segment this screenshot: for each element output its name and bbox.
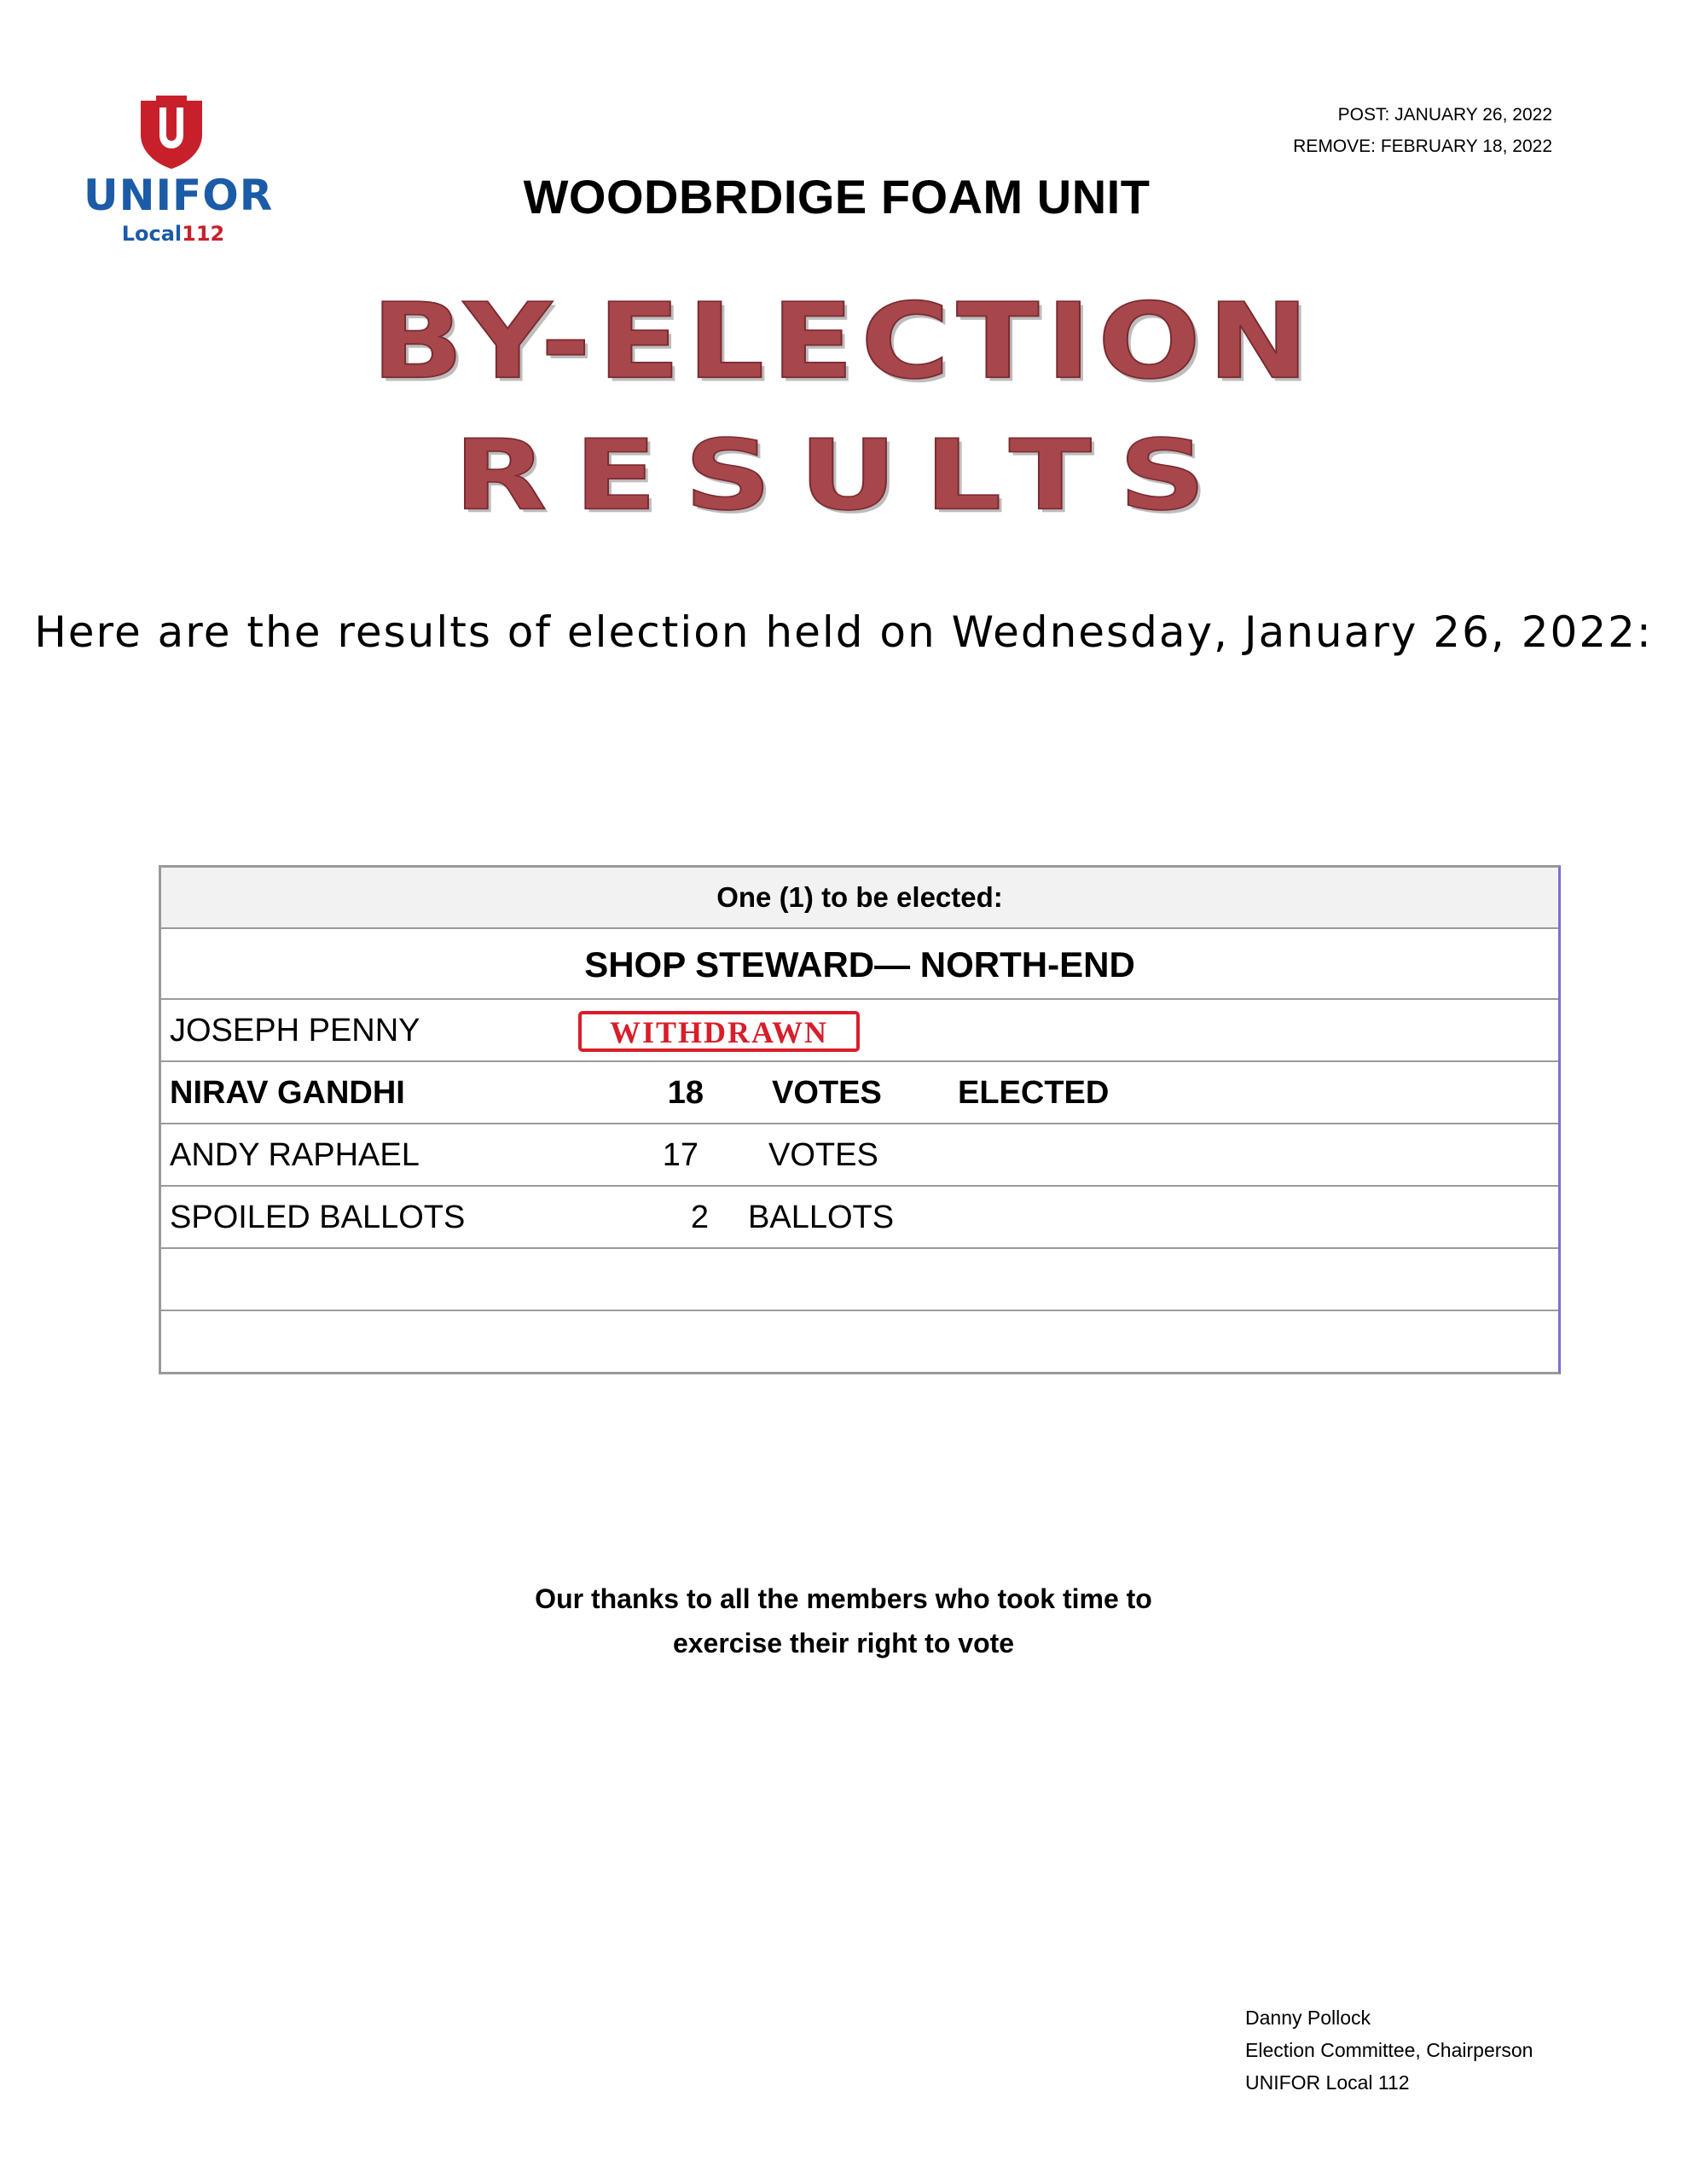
table-row <box>161 1185 1558 1247</box>
empty-row <box>161 1310 1558 1372</box>
results-table <box>159 865 1561 1374</box>
vote-unit: VOTES <box>768 1137 878 1173</box>
remove-date: REMOVE: FEBRUARY 18, 2022 <box>1293 136 1552 156</box>
thanks-line-2: exercise their right to vote <box>672 1628 1015 1658</box>
logo-local-prefix: Local <box>121 222 183 246</box>
table-row <box>161 1123 1558 1185</box>
table-header-row <box>161 868 1558 927</box>
empty-row <box>161 1247 1558 1310</box>
elected-status: ELECTED <box>958 1075 1110 1111</box>
spoiled-count: 2 <box>690 1199 709 1235</box>
heading-line-2: RESULTS <box>453 419 1234 532</box>
position-row <box>161 927 1558 998</box>
position-title: SHOP STEWARD— NORTH-END <box>584 944 1135 985</box>
spoiled-unit: BALLOTS <box>748 1199 895 1235</box>
heading-line-1: BY-ELECTION <box>371 281 1316 403</box>
vote-unit: VOTES <box>772 1075 882 1111</box>
vote-count: 18 <box>667 1075 704 1111</box>
table-header: One (1) to be elected: <box>716 881 1003 913</box>
logo-wordmark: UNIFOR <box>84 171 274 220</box>
intro-text: Here are the results of election held on Wednesday, January 26, 2022: <box>34 607 1653 657</box>
signature-name: Danny Pollock <box>1245 2007 1371 2029</box>
unit-title <box>0 169 1687 224</box>
signature-role: Election Committee, Chairperson <box>1245 2039 1533 2061</box>
spoiled-label: SPOILED BALLOTS <box>170 1199 466 1235</box>
withdrawn-stamp <box>577 1010 861 1053</box>
logo-local-number: 112 <box>182 222 225 246</box>
table-row <box>161 1060 1558 1123</box>
unit-title-text: WOODBRDIGE FOAM UNIT <box>523 170 1151 224</box>
post-date: POST: JANUARY 26, 2022 <box>1337 105 1552 125</box>
thanks-line-1: Our thanks to all the members who took time to <box>535 1583 1152 1614</box>
logo-local-label <box>84 222 263 246</box>
table-row <box>161 998 1558 1060</box>
withdrawn-stamp-text: WITHDRAWN <box>609 1015 829 1049</box>
vote-count: 17 <box>662 1137 699 1173</box>
candidate-name: JOSEPH PENNY <box>170 1013 420 1048</box>
candidate-name: NIRAV GANDHI <box>170 1075 405 1111</box>
signature-org: UNIFOR Local 112 <box>1245 2071 1410 2094</box>
unifor-shield-icon <box>137 96 206 169</box>
candidate-name: ANDY RAPHAEL <box>170 1137 420 1173</box>
